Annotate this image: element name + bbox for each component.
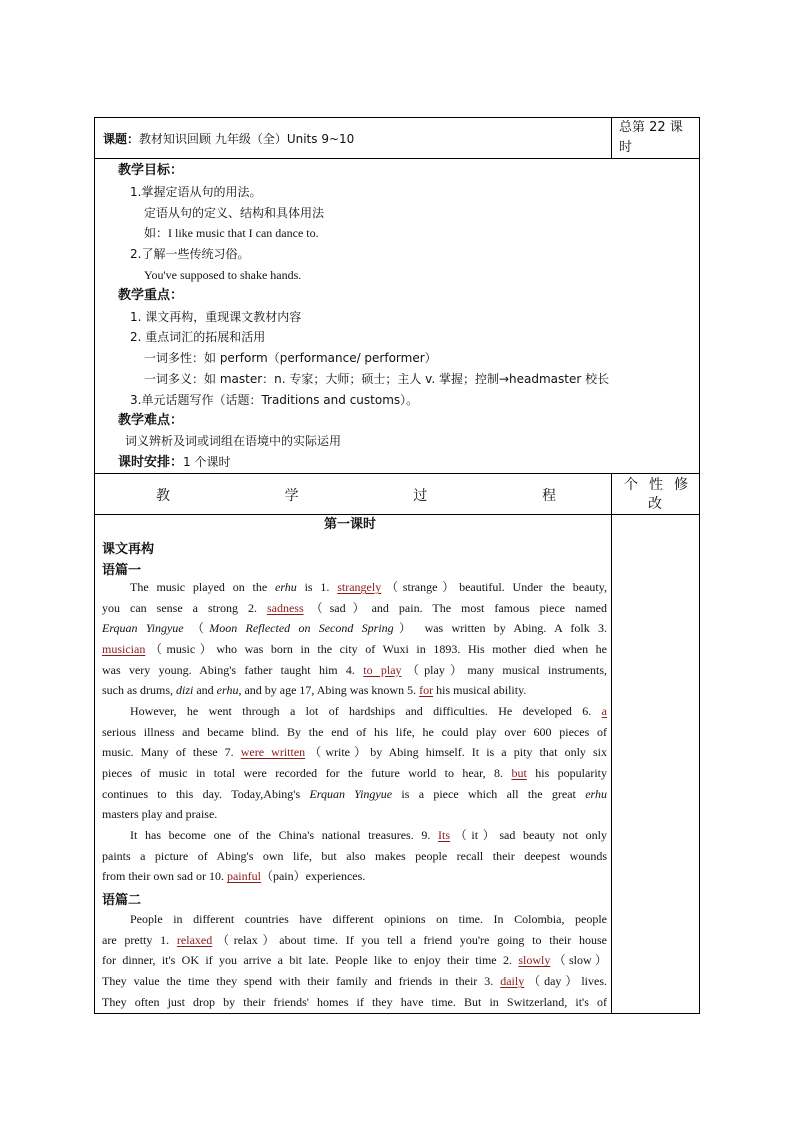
text-run: , and by age 17, Abing was known 5. [238, 683, 420, 698]
text-run: masters play and praise. [102, 807, 218, 822]
text-run: （write）by Abing himself. It is a pity that only six [305, 745, 607, 760]
objective-item-2-sub-1: You've supposed to shake hands. [144, 268, 302, 282]
revision-heading-char-2: 性 [649, 477, 663, 493]
key-point-item-2-sub-1: 一词多性：如 perform（performance/ performer） [144, 351, 437, 365]
text-run: （music）who was born in the city of Wuxi in 1893. His mother died when he [145, 642, 607, 657]
text-run: （sad）and pain. The most famous piece named [303, 600, 607, 615]
course-title-text: 教材知识回顾 九年级（全）Units 9~10 [139, 132, 355, 146]
lesson-number-line1: 总第 22 课 [619, 120, 683, 135]
text-run: （strange）beautiful. Under the beauty, [381, 580, 607, 594]
passage-1-paragraph-1-line [102, 680, 607, 701]
answer-blank: for [419, 683, 434, 698]
text-run: paints a picture of Abing's own life, but also makes people recall their deepest wounds [102, 848, 607, 863]
text-run: （day）lives. [524, 974, 607, 989]
passage-2-paragraph-1-line [102, 950, 607, 971]
text-run: （slow） [550, 953, 608, 968]
answer-blank: but [511, 766, 527, 781]
italic-term: Erquan Yingyue [309, 786, 393, 801]
text-run: ） was written by Abing. A folk 3. [393, 621, 607, 636]
text-run: and [193, 683, 217, 698]
passage-2-heading: 语篇二 [102, 893, 142, 908]
passage-1-paragraph-2-line [102, 763, 607, 784]
course-title-label: 课题： [103, 132, 140, 146]
text-run: They value the time they spend with their family and friends in their 3. [102, 974, 501, 989]
lesson-number-line2: 时 [619, 140, 633, 155]
text-run: serious illness and became blind. By the end of his life, he could play over 600 pieces of [102, 724, 607, 739]
text-run: was very young. Abing's father taught him 4. [102, 662, 364, 677]
text-run: People in different countries have different opinions on time. In Colombia, people [130, 912, 607, 926]
personal-revision-heading-line1 [624, 474, 688, 494]
process-header-bottom-divider [94, 514, 700, 515]
rebuild-heading: 课文再构 [102, 542, 155, 557]
text-run: music. Many of these 7. [102, 745, 241, 760]
key-point-item-3: 3.单元话题写作（话题：Traditions and customs）。 [130, 393, 419, 407]
text-run: from their own sad or 10. [102, 869, 227, 884]
passage-1-paragraph-3 [102, 825, 607, 887]
header-divider [94, 158, 700, 159]
answer-blank: relaxed [176, 932, 213, 947]
text-run: are pretty 1. [102, 932, 177, 947]
difficulties-heading: 教学难点： [118, 413, 184, 428]
passage-1-paragraph-1-line [102, 660, 607, 681]
revision-heading-char-1: 个 [624, 477, 638, 493]
passage-1-paragraph-2-line [102, 722, 607, 743]
process-column-divider [611, 473, 612, 1014]
text-run: They often just drop by their friends' homes if they have time. But in Switzerland, it's of [102, 994, 607, 1009]
answer-blank: strangely [337, 580, 382, 594]
passage-2-paragraph-1-line [102, 992, 607, 1013]
passage-1-paragraph-2-line [102, 742, 607, 763]
difficulty-item-1: 词义辨析及词或词组在语境中的实际运用 [125, 434, 342, 448]
process-heading-char-4: 程 [541, 488, 556, 504]
text-run: （pain）experiences. [260, 869, 366, 884]
text-run: （ [183, 621, 210, 636]
period-title: 第一课时 [324, 517, 377, 532]
italic-term: erhu [585, 786, 607, 801]
text-run: pieces of music in total were recorded for the future world to hear, 8. [102, 766, 512, 781]
text-run: It has become one of the China's national treasures. 9. [130, 828, 439, 842]
passage-1-paragraph-1-line [102, 577, 607, 598]
passage-1-paragraph-3-line [102, 825, 607, 846]
passage-2-paragraph-1-line [102, 930, 607, 951]
answer-blank: were written [240, 745, 306, 760]
objective-item-1: 1.掌握定语从句的用法。 [130, 185, 262, 199]
passage-1-heading: 语篇一 [102, 563, 142, 578]
text-run: The music played on the [130, 580, 275, 594]
passage-1-paragraph-2-line [102, 701, 607, 722]
italic-term: erhu [216, 683, 239, 698]
schedule-line [118, 454, 230, 471]
key-points-heading: 教学重点： [118, 288, 184, 303]
answer-blank: slowly [518, 953, 551, 968]
text-run: for dinner, it's OK if you arrive a bit late. People like to enjoy their time 2. [102, 953, 519, 968]
passage-2-paragraph-1-line [102, 909, 607, 930]
process-heading-char-3: 过 [413, 488, 428, 504]
schedule-label: 课时安排： [118, 455, 184, 470]
text-run: such as drums, [102, 683, 176, 698]
lesson-plan-sheet [94, 117, 700, 1014]
italic-term: erhu [275, 580, 297, 594]
objective-item-1-sub-2: 如：I like music that I can dance to. [144, 226, 319, 240]
answer-blank: a [601, 704, 607, 718]
answer-blank: Its [438, 828, 451, 842]
key-point-item-2: 2. 重点词汇的拓展和活用 [130, 330, 266, 344]
schedule-value: 1 个课时 [183, 455, 231, 469]
answer-blank: daily [500, 974, 525, 989]
revision-heading-char-3: 修 [674, 477, 688, 493]
answer-blank: musician [102, 642, 146, 657]
course-title [103, 131, 354, 147]
italic-term: dizi [176, 683, 194, 698]
passage-1-paragraph-1-line [102, 598, 607, 619]
passage-1-paragraph-2-line [102, 804, 607, 825]
personal-revision-heading-line2: 改 [648, 496, 662, 512]
process-header-top-divider [94, 473, 700, 474]
text-run: （play）many musical instruments, [401, 662, 608, 677]
process-heading-char-2: 学 [284, 488, 299, 504]
passage-2-paragraph-1 [102, 909, 607, 1012]
process-heading-char-1: 教 [156, 488, 170, 504]
text-run: continues to this day. Today,Abing's [102, 786, 310, 801]
passage-1-paragraph-3-line [102, 846, 607, 867]
key-point-item-1: 1. 课文再构，重现课文教材内容 [130, 310, 302, 324]
italic-term: Moon Reflected on Second Spring [209, 621, 394, 636]
passage-1-paragraph-1-line [102, 618, 607, 639]
objective-item-1-sub-1: 定语从句的定义、结构和具体用法 [144, 206, 325, 220]
key-point-item-2-sub-2: 一词多义：如 master：n. 专家；大师；硕士；主人 v. 掌握；控制→headmaster 校长 [144, 372, 610, 386]
text-run: （it）sad beauty not only [450, 828, 607, 842]
text-run: However, he went through a lot of hardships and difficulties. He developed 6. [130, 704, 602, 718]
text-run: （relax）about time. If you tell a friend you're going to their house [212, 932, 607, 947]
answer-blank: sadness [266, 600, 304, 615]
passage-1-paragraph-3-line [102, 866, 607, 887]
header-column-divider [611, 117, 612, 158]
answer-blank: to play [363, 662, 402, 677]
text-run: you can sense a strong 2. [102, 600, 267, 615]
process-column-heading [156, 485, 556, 505]
text-run: is 1. [296, 580, 338, 594]
text-run: is a piece which all the great [392, 786, 586, 801]
passage-1-paragraph-1-line [102, 639, 607, 660]
passage-2-paragraph-1-line [102, 971, 607, 992]
objective-item-2: 2.了解一些传统习俗。 [130, 247, 250, 261]
passage-1-paragraph-2-line [102, 784, 607, 805]
text-run: his musical ability. [433, 683, 527, 698]
answer-blank: painful [226, 869, 261, 884]
objectives-heading: 教学目标： [118, 163, 184, 178]
passage-1-paragraph-2 [102, 701, 607, 825]
italic-term: Erquan Yingyue [102, 621, 184, 636]
passage-1-paragraph-1 [102, 577, 607, 701]
text-run: his popularity [526, 766, 607, 781]
